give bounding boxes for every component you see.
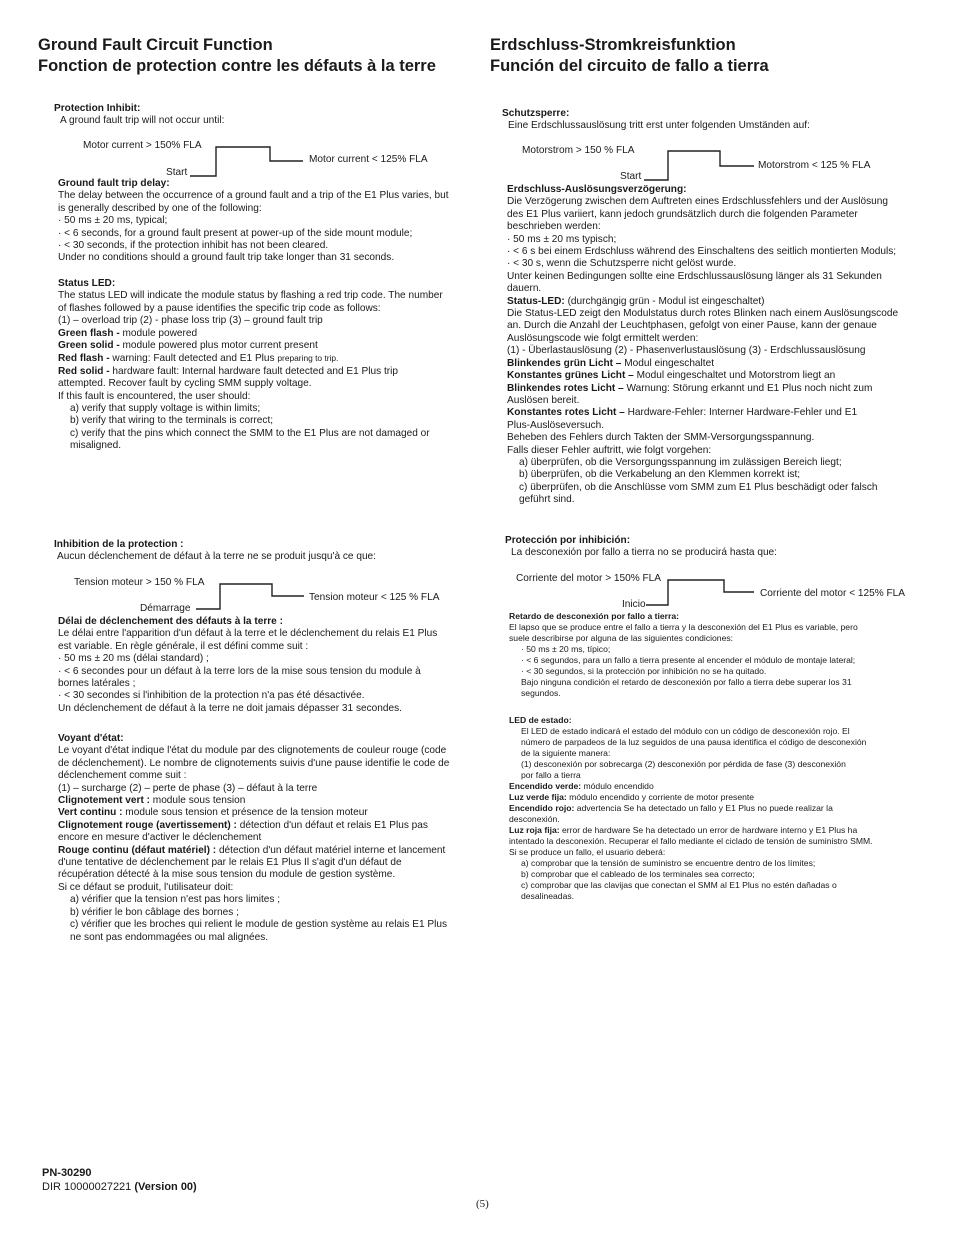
- fr-red-flash: [58, 820, 449, 832]
- es-line: suele describirse por alguna de las siguientes condiciones:: [509, 633, 734, 643]
- footer: [42, 1166, 197, 1194]
- fr-green-flash-label: Clignotement vert :: [58, 795, 150, 807]
- fr-verify-c: c) vérifier que les broches qui relient le module de gestion système au relais E1 Plus: [70, 919, 448, 931]
- en-green-solid-text: module powered plus motor current present: [119, 340, 318, 352]
- es-red-solid-text: error de hardware Se ha detectado un error de hardware interno y E1 Plus ha: [559, 825, 858, 835]
- es-verify-c: c) comprobar que las clavijas que conectan el SMM al E1 Plus no estén dañadas o: [521, 880, 837, 890]
- en-verify-c: misaligned.: [70, 440, 122, 452]
- de-green-flash-text: Modul eingeschaltet: [621, 357, 715, 369]
- fr-line: de déclenchement). Le nombre de clignotements suivis d'une pause identifie le code de: [58, 757, 450, 769]
- es-verify-b: b) comprobar que el cableado de los terminales sea correcto;: [521, 869, 755, 879]
- fr-diagram-start-label: Démarrage: [140, 603, 191, 614]
- es-line: · < 6 segundos, para un fallo a tierra presente al encender el módulo de montaje lateral;: [521, 655, 856, 665]
- es-green-solid: [509, 792, 873, 803]
- en-red-flash-small: preparing to trip.: [277, 353, 339, 364]
- en-trip-diagram: [190, 144, 305, 178]
- heading-es: Función del circuito de fallo a tierra: [490, 57, 769, 75]
- en-green-solid: [58, 340, 443, 352]
- fr-delay-title: Délai de déclenchement des défauts à la terre :: [58, 616, 283, 627]
- de-line: Plus-Auslöseversuch.: [507, 419, 605, 431]
- en-verify-b: b) verify that wiring to the terminals is correct;: [70, 415, 274, 427]
- de-red-solid-text: Hardware-Fehler: Interner Hardware-Fehler und E1: [624, 407, 858, 419]
- fr-line: · < 30 secondes si l'inhibition de la protection n'a pas été désactivée.: [58, 690, 365, 702]
- fr-verify-c: ne sont pas endommagées ou mal alignées.: [70, 931, 269, 943]
- es-diagram-low-label: Corriente del motor < 125% FLA: [760, 588, 906, 599]
- de-line: Falls dieser Fehler auftritt, wie folgt vorgehen:: [507, 444, 712, 456]
- de-line: Die Verzögerung zwischen dem Auftreten eines Erdschlussfehlers und der Auslösung: [507, 196, 888, 208]
- en-red-flash: [58, 352, 443, 365]
- fr-line: Si ce défaut se produit, l'utilisateur doit:: [58, 881, 234, 893]
- de-green-solid-text: Modul eingeschaltet und Motorstrom liegt an: [633, 370, 836, 382]
- de-inhibit: [502, 108, 810, 133]
- de-line: · < 6 s bei einem Erdschluss während des Einschaltens des seitlich montierten Moduls;: [507, 246, 897, 258]
- fr-line: (1) – surcharge (2) – perte de phase (3) – défaut à la terre: [58, 782, 318, 794]
- de-line: Beheben des Fehlers durch Takten der SMM-Versorgungsspannung.: [507, 432, 815, 444]
- fr-delay: [58, 616, 437, 715]
- es-line: número de parpadeos de la luz seguidos de una pausa identifica el código de desconexión: [521, 737, 867, 747]
- fr-led: [58, 733, 449, 944]
- en-green-flash-text: module powered: [119, 327, 198, 339]
- fr-diagram-high-label: Tension moteur > 150 % FLA: [74, 577, 205, 588]
- en-delay-line: · < 30 seconds, if the protection inhibit has not been cleared.: [58, 240, 329, 252]
- fr-green-solid: [58, 807, 449, 819]
- es-led: [509, 715, 873, 902]
- es-green-flash-label: Encendido verde:: [509, 781, 582, 791]
- de-green-solid-label: Konstantes grünes Licht –: [507, 370, 634, 382]
- en-green-flash-label: Green flash -: [58, 327, 120, 339]
- fr-red-flash-text: détection d'un défaut et relais E1 Plus pas: [236, 819, 428, 831]
- en-verify-c: c) verify that the pins which connect the SMM to the E1 Plus are not damaged or: [70, 427, 430, 439]
- es-red-flash-text: advertencia Se ha detectado un fallo y E1 Plus no puede realizar la: [574, 803, 833, 813]
- es-line: desconexión.: [509, 814, 560, 824]
- en-red-solid-label: Red solid -: [58, 365, 110, 377]
- en-red-solid-text: hardware fault: Internal hardware fault detected and E1 Plus trip: [109, 365, 398, 377]
- es-red-flash: [509, 803, 873, 814]
- de-inhibit-title: Schutzsperre:: [502, 108, 570, 119]
- es-line: Si se produce un fallo, el usuario deberá:: [509, 847, 666, 857]
- fr-green-flash: [58, 795, 449, 807]
- es-green-solid-label: Luz verde fija:: [509, 792, 567, 802]
- es-delay: [509, 611, 858, 699]
- es-line: por fallo a tierra: [521, 770, 581, 780]
- de-diagram-low-label: Motorstrom < 125 % FLA: [758, 160, 871, 171]
- en-led-line: attempted. Recover fault by cycling SMM supply voltage.: [58, 378, 312, 390]
- en-green-flash: [58, 328, 443, 340]
- de-red-solid-label: Konstantes rotes Licht –: [507, 407, 625, 419]
- es-line: · < 30 segundos, si la protección por inhibición no se ha quitado.: [521, 666, 767, 676]
- heading-en: Ground Fault Circuit Function: [38, 36, 273, 54]
- fr-inhibit-title: Inhibition de la protection :: [54, 539, 184, 550]
- fr-green-solid-text: module sous tension et présence de la tension moteur: [122, 807, 368, 819]
- fr-line: d'une tentative de déclenchement par le relais E1 Plus Il s'agit d'un défaut de: [58, 857, 402, 869]
- es-red-solid-label: Luz roja fija:: [509, 825, 560, 835]
- de-diagram-start-label: Start: [620, 171, 642, 182]
- en-diagram-start-label: Start: [166, 167, 188, 178]
- document-id: [42, 1180, 197, 1194]
- fr-line: déclenchement comme suit :: [58, 770, 187, 782]
- en-diagram-high-label: Motor current > 150% FLA: [83, 140, 202, 151]
- en-led-line: If this fault is encountered, the user should:: [58, 390, 251, 402]
- en-led-line: (1) – overload trip (2) - phase loss trip (3) – ground fault trip: [58, 315, 323, 327]
- es-inhibit: [505, 535, 777, 560]
- fr-line: · 50 ms ± 20 ms (délai standard) ;: [58, 653, 209, 665]
- fr-green-solid-label: Vert continu :: [58, 807, 123, 819]
- es-diagram-start-label: Inicio: [622, 599, 646, 610]
- fr-red-solid-text: détection d'un défaut matériel interne et lancement: [216, 844, 446, 856]
- en-red-flash-label: Red flash -: [58, 353, 110, 365]
- de-line: beschrieben werden:: [507, 221, 601, 233]
- en-verify-a: a) verify that supply voltage is within limits;: [70, 403, 261, 415]
- en-delay-line: is generally described by one of the following:: [58, 202, 262, 214]
- en-delay-line: · 50 ms ± 20 ms, typical;: [58, 215, 168, 227]
- de-green-flash: [507, 358, 898, 370]
- en-inhibit-text: A ground fault trip will not occur until:: [60, 115, 225, 127]
- es-red-flash-label: Encendido rojo:: [509, 803, 575, 813]
- de-green-flash-label: Blinkendes grün Licht –: [507, 357, 622, 369]
- fr-line: · < 6 secondes pour un défaut à la terre lors de la mise sous tension du module à: [58, 665, 421, 677]
- fr-verify-b: b) vérifier le bon câblage des bornes ;: [70, 906, 239, 918]
- fr-line: récupération détecté à la mise sous tension du module de gestion système.: [58, 869, 396, 881]
- de-verify-c: geführt sind.: [519, 494, 575, 506]
- de-green-solid: [507, 370, 898, 382]
- de-verify-b: b) überprüfen, ob die Verkabelung an den Klemmen korrekt ist;: [519, 469, 801, 481]
- version-label: (Version 00): [134, 1181, 197, 1193]
- es-line: · 50 ms ± 20 ms, típico;: [521, 644, 611, 654]
- en-delay-title: Ground fault trip delay:: [58, 178, 170, 189]
- es-green-flash-text: módulo encendido: [581, 781, 654, 791]
- fr-line: Le délai entre l'apparition d'un défaut à la terre et le déclenchement du relais E1 Plus: [58, 628, 438, 640]
- page-number: (5): [476, 1198, 489, 1210]
- de-line: (1) - Überlastauslösung (2) - Phasenverlustauslösung (3) - Erdschlussauslösung: [507, 345, 866, 357]
- de-led: [507, 296, 898, 308]
- fr-line: bornes latérales ;: [58, 678, 136, 690]
- fr-line: est variable. En règle générale, il est défini comme suit :: [58, 640, 309, 652]
- de-led-text: (durchgängig grün - Modul ist eingeschaltet): [564, 295, 765, 307]
- de-verify-a: a) überprüfen, ob die Versorgungsspannung im zulässigen Bereich liegt;: [519, 456, 842, 468]
- de-line: an. Durch die Anzahl der Leuchtphasen, gefolgt von einer Pause, kann der genaue: [507, 320, 877, 332]
- es-green-solid-text: módulo encendido y corriente de motor presente: [566, 792, 755, 802]
- de-red-solid: [507, 407, 898, 419]
- part-number: PN-30290: [42, 1167, 92, 1179]
- es-diagram-high-label: Corriente del motor > 150% FLA: [516, 573, 662, 584]
- en-inhibit: [54, 103, 224, 128]
- es-line: de la siguiente manera:: [521, 748, 611, 758]
- de-line: · 50 ms ± 20 ms typisch;: [507, 233, 617, 245]
- de-verify-c: c) überprüfen, ob die Anschlüsse vom SMM zum E1 Plus beschädigt oder falsch: [519, 481, 878, 493]
- de-line: des E1 Plus variiert, kann jedoch grundsätzlich durch die folgenden Parameter: [507, 208, 858, 220]
- heading-fr: Fonction de protection contre les défauts à la terre: [38, 57, 436, 75]
- fr-red-flash-label: Clignotement rouge (avertissement) :: [58, 819, 237, 831]
- fr-trip-diagram: [196, 581, 306, 611]
- de-line: dauern.: [507, 283, 542, 295]
- en-delay: [58, 178, 449, 265]
- es-line: El LED de estado indicará el estado del módulo con un código de desconexión rojo. El: [521, 726, 850, 736]
- fr-line: Le voyant d'état indique l'état du module par des clignotements de couleur rouge (code: [58, 745, 447, 757]
- en-red-solid: [58, 366, 443, 378]
- en-red-flash-text: warning: Fault detected and E1 Plus: [109, 353, 278, 365]
- fr-green-flash-text: module sous tension: [149, 795, 246, 807]
- heading-de: Erdschluss-Stromkreisfunktion: [490, 36, 736, 54]
- fr-line: Un déclenchement de défaut à la terre ne doit jamais dépasser 31 secondes.: [58, 702, 402, 714]
- de-line: Die Status-LED zeigt den Modulstatus durch rotes Blinken nach einem Auslösungscode: [507, 308, 899, 320]
- en-delay-line: Under no conditions should a ground fault trip take longer than 31 seconds.: [58, 252, 395, 264]
- de-line: Auslösungscode wie folgt ermittelt werden:: [507, 332, 699, 344]
- en-diagram-low-label: Motor current < 125% FLA: [309, 154, 428, 165]
- fr-diagram-low-label: Tension moteur < 125 % FLA: [309, 592, 440, 603]
- de-delay-title: Erdschluss-Auslösungsverzögerung:: [507, 184, 687, 195]
- es-line: Bajo ninguna condición el retardo de desconexión por fallo a tierra debe superar los 31: [521, 677, 852, 687]
- es-verify-a: a) comprobar que la tensión de suministro se encuentre dentro de los límites;: [521, 858, 816, 868]
- en-delay-line: · < 6 seconds, for a ground fault present at power-up of the side mount module;: [58, 227, 413, 239]
- fr-line: encore en mesure d'activer le déclenchement: [58, 832, 262, 844]
- fr-inhibit: [54, 539, 376, 564]
- de-red-flash: [507, 383, 898, 395]
- es-inhibit-title: Protección por inhibición:: [505, 535, 631, 546]
- es-delay-title: Retardo de desconexión por fallo a tierra:: [509, 611, 680, 621]
- en-led: [58, 278, 443, 453]
- en-led-line: of flashes followed by a pause identifies the specific trip code as follows:: [58, 302, 381, 314]
- de-trip-diagram: [644, 148, 756, 182]
- en-delay-line: The delay between the occurrence of a ground fault and a trip of the E1 Plus varies, but: [58, 190, 449, 202]
- fr-verify-a: a) vérifier que la tension n'est pas hors limites ;: [70, 894, 281, 906]
- de-diagram-high-label: Motorstrom > 150 % FLA: [522, 145, 635, 156]
- es-line: (1) desconexión por sobrecarga (2) desconexión por pérdida de fase (3) desconexión: [521, 759, 846, 769]
- en-led-line: The status LED will indicate the module status by flashing a red trip code. The number: [58, 290, 443, 302]
- es-green-flash: [509, 781, 873, 792]
- en-led-title: Status LED:: [58, 278, 116, 289]
- fr-red-solid-label: Rouge continu (défaut matériel) :: [58, 844, 217, 856]
- fr-red-solid: [58, 845, 449, 857]
- en-green-solid-label: Green solid -: [58, 340, 120, 352]
- es-trip-diagram: [646, 577, 756, 607]
- fr-led-title: Voyant d'état:: [58, 733, 124, 744]
- dir-number: DIR 10000027221: [42, 1181, 135, 1193]
- de-red-flash-label: Blinkendes rotes Licht –: [507, 382, 624, 394]
- es-verify-c: desalineadas.: [521, 891, 575, 901]
- de-line: Auslösen bereit.: [507, 394, 580, 406]
- de-led-label: Status-LED:: [507, 295, 565, 307]
- es-red-solid: [509, 825, 873, 836]
- de-delay: [507, 184, 898, 507]
- fr-inhibit-text: Aucun déclenchement de défaut à la terre ne se produit jusqu'à ce que:: [57, 551, 376, 563]
- es-inhibit-text: La desconexión por fallo a tierra no se producirá hasta que:: [511, 547, 777, 559]
- de-line: · < 30 s, wenn die Schutzsperre nicht gelöst wurde.: [507, 258, 737, 270]
- es-line: segundos.: [521, 688, 561, 698]
- en-inhibit-title: Protection Inhibit:: [54, 103, 141, 114]
- de-red-flash-text: Warnung: Störung erkannt und E1 Plus noch nicht zum: [623, 382, 873, 394]
- de-inhibit-text: Eine Erdschlussauslösung tritt erst unter folgenden Umständen auf:: [508, 120, 810, 132]
- es-led-title: LED de estado:: [509, 715, 572, 725]
- de-line: Unter keinen Bedingungen sollte eine Erdschlussauslösung länger als 31 Sekunden: [507, 270, 882, 282]
- es-line: intentado la desconexión. Recuperar el fallo mediante el ciclado de tensión de suministro SMM.: [509, 836, 873, 846]
- es-line: El lapso que se produce entre el fallo a tierra y la desconexión del E1 Plus es variable, pero: [509, 622, 858, 632]
